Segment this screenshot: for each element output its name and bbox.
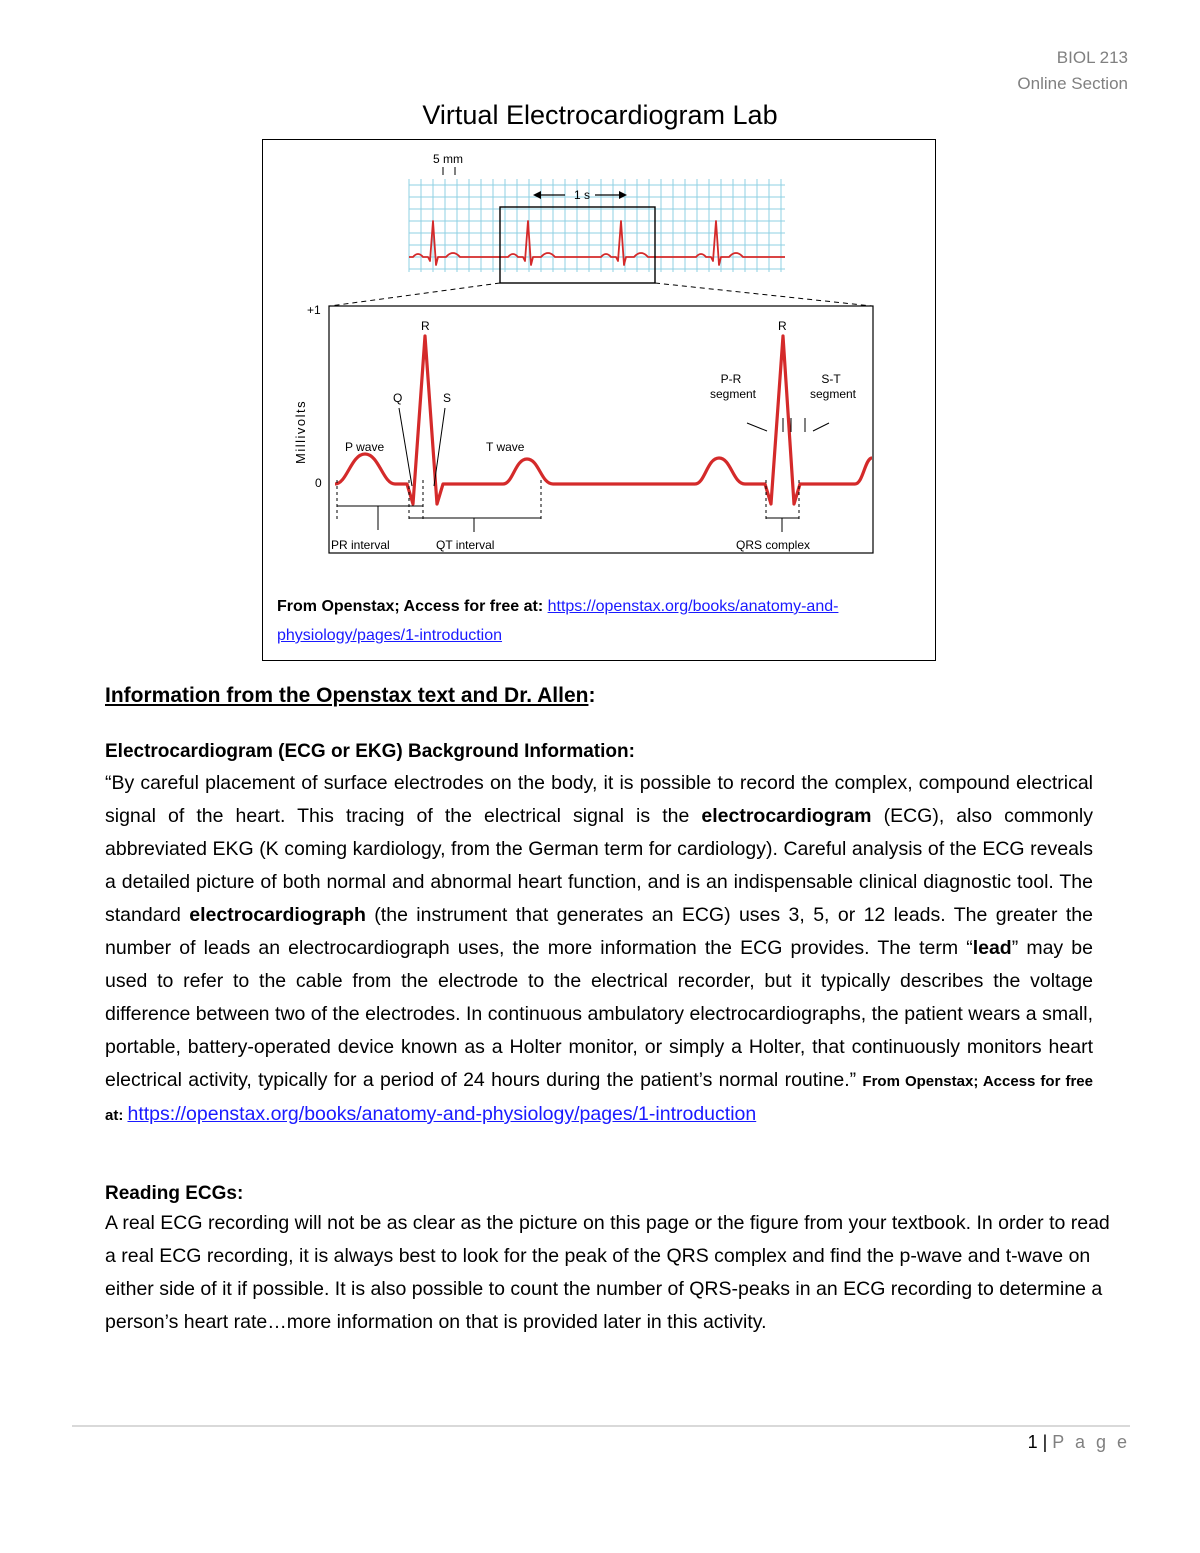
label-pr-interval: PR interval: [331, 538, 390, 552]
bg-text-2: (ECG), also commonly abbreviated EKG (K coming kardiology, from the German term for cardiology). Careful analysis of the ECG reveals a detailed picture of both normal and abnormal heart function, and is an indispensable clinical diagnostic tool. The standard: [105, 805, 1093, 926]
label-t-wave: T wave: [486, 440, 525, 454]
page-footer: [1028, 1432, 1130, 1453]
bg-source-link[interactable]: https://openstax.org/books/anatomy-and-physiology/pages/1-introduction: [127, 1103, 757, 1125]
bg-text-3: (the instrument that generates an ECG) uses 3, 5, or 12 leads. The greater the number of leads an electrocardiograph uses, the more information the ECG provides. The term “: [105, 904, 1093, 959]
scale-5mm-label: 5 mm: [433, 152, 463, 166]
y-axis-label: Millivolts: [293, 399, 308, 464]
bg-text-1: “By careful placement of surface electrodes on the body, it is possible to record the complex, compound electrical signal of the heart. This tracing of the electrical signal is the: [105, 772, 1093, 827]
plus-one-label: +1: [307, 303, 321, 317]
info-heading-colon: :: [588, 684, 596, 707]
label-p-wave: P wave: [345, 440, 385, 454]
footer-separator: |: [1037, 1432, 1053, 1452]
label-s: S: [443, 391, 452, 405]
bg-text-4: ” may be used to refer to the cable from the electrode to the electrical recorder, but it typically describes the voltage difference between two of the electrodes. In continuous ambulatory electrocardiographs, the patient wears a small, portable, battery-operated device known as a Holter monitor, or simply a Holter, that continuously monitors heart electrical activity, typically for a period of 24 hours during the patient’s normal routine.”: [105, 937, 1093, 1091]
credit-text: From Openstax; Access for free at:: [277, 598, 548, 615]
ecg-figure: [262, 139, 936, 661]
page-label: P a g e: [1052, 1432, 1130, 1452]
figure-credit: [277, 592, 917, 650]
term-lead: lead: [972, 937, 1012, 959]
label-qrs-complex: QRS complex: [736, 538, 811, 552]
page-number: 1: [1027, 1432, 1038, 1452]
label-r-2: R: [778, 319, 787, 333]
ecg-strip-grid: [409, 179, 785, 272]
label-r-1: R: [421, 319, 430, 333]
credit-link[interactable]: https://openstax.org/books/anatomy-and-physiology/pages/1-introduction: [277, 598, 839, 644]
reading-heading: Reading ECGs:: [105, 1183, 244, 1204]
footer-divider: [72, 1425, 1130, 1427]
page-title: Virtual Electrocardiogram Lab: [422, 100, 778, 130]
label-pr-segment: P-R segment: [709, 372, 757, 401]
background-heading: Electrocardiogram (ECG or EKG) Background Information:: [105, 741, 635, 762]
term-electrocardiogram: electrocardiogram: [701, 805, 872, 827]
label-q: Q: [393, 391, 403, 405]
term-electrocardiograph: electrocardiograph: [189, 904, 366, 926]
label-st-segment: S-T segment: [809, 372, 857, 401]
info-heading-text: Information from the Openstax text and Dr. Allen: [105, 684, 589, 707]
scale-1s-label: 1 s: [574, 188, 591, 202]
header-course: BIOL 213: [1056, 48, 1128, 67]
zero-label: 0: [315, 476, 322, 490]
label-qt-interval: QT interval: [436, 538, 495, 552]
ecg-strip-trace: [409, 221, 785, 265]
reading-paragraph: A real ECG recording will not be as clear as the picture on this page or the figure from your textbook. In order to read a real ECG recording, it is always best to look for the peak of the QRS complex and find the p-wave and t-wave on either side of it if possible. It is also possible to count the number of QRS-peaks in an ECG recording to determine a person’s heart rate…more information on that is provided later in this activity.: [105, 1212, 1110, 1333]
header-section: Online Section: [1017, 74, 1128, 93]
ecg-diagram: [263, 140, 935, 580]
background-paragraph: [105, 767, 1093, 1132]
info-heading: [105, 684, 595, 708]
bg-source: From Openstax; Access for free at:: [105, 1073, 1093, 1124]
